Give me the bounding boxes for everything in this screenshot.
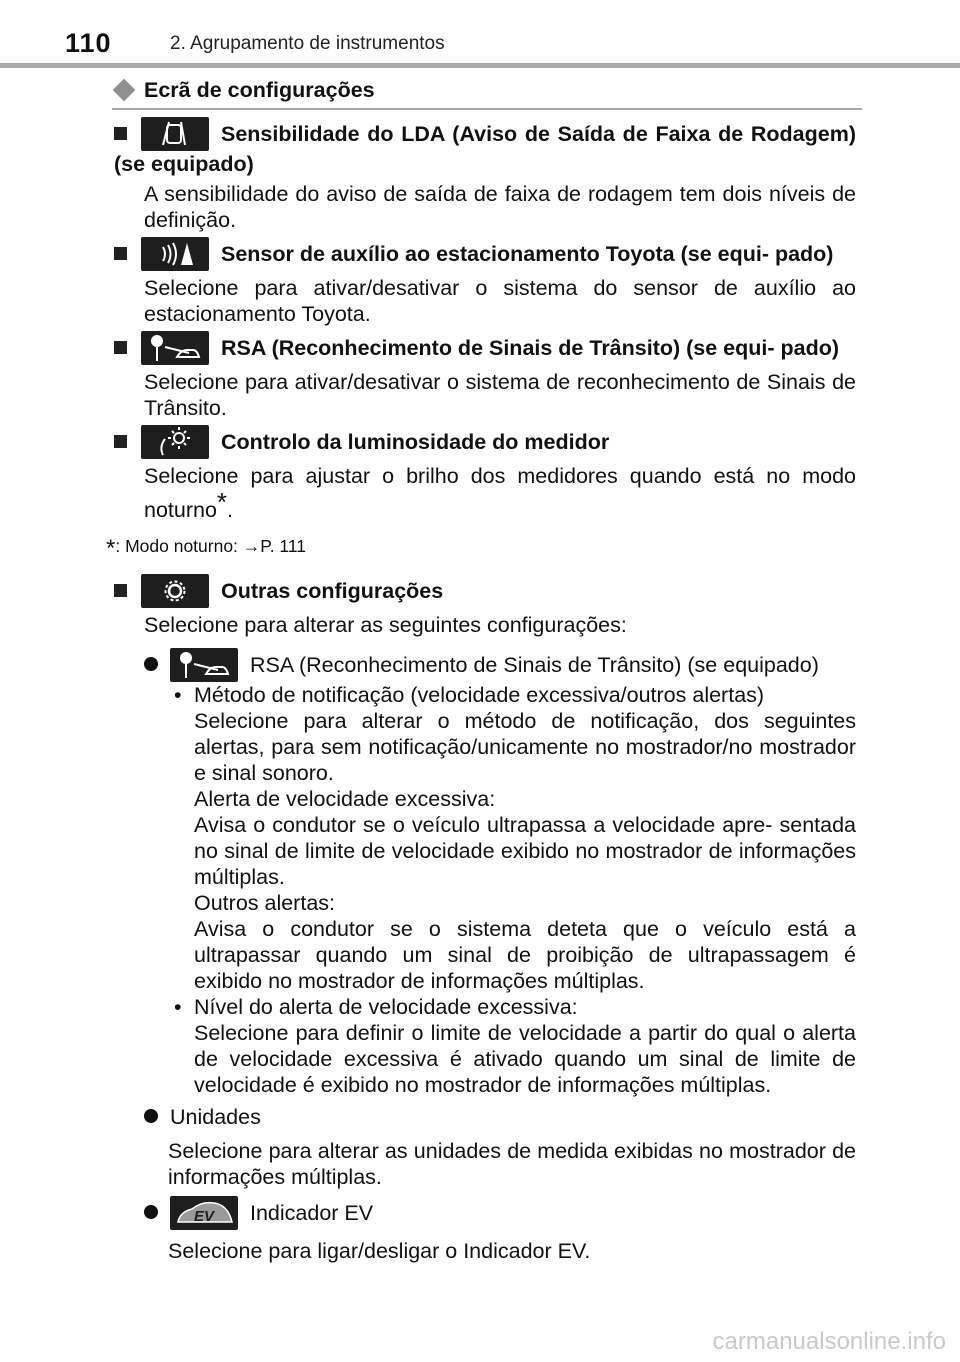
brightness-icon <box>141 425 209 459</box>
road-sign-assist-icon <box>170 648 238 682</box>
square-bullet-icon <box>114 341 127 354</box>
chapter-title: 2. Agrupamento de instrumentos <box>170 33 445 54</box>
item-brightness-desc-text: Selecione para ajustar o brilho dos medidores quando está no modo noturno <box>144 464 856 522</box>
item-lda-desc: A sensibilidade do aviso de saída de faixa de rodagem tem dois níveis de definição. <box>144 182 856 232</box>
item-rsa-title: RSA (Reconhecimento de Sinais de Trânsito) (se equi- pado) <box>221 336 840 360</box>
notification-method-title: Método de notificação (velocidade excessiva/outros alertas) <box>194 683 765 707</box>
item-brightness-heading <box>114 425 856 459</box>
ev-icon-text: EV <box>194 1208 215 1225</box>
footnote-text: : Modo noturno: →P. 111 <box>115 536 307 556</box>
item-lda <box>114 117 856 233</box>
lane-departure-icon <box>141 117 209 151</box>
sub-item-units-desc: Selecione para alterar as unidades de medida exibidas no mostrador de informações múltiplas. <box>168 1139 856 1189</box>
sub-item-ev-desc: Selecione para ligar/desligar o Indicador EV. <box>168 1239 591 1263</box>
item-lda-title: Sensibilidade do LDA (Aviso de Saída de Faixa de Rodagem) (se equipado) <box>114 122 856 176</box>
speed-alert-level <box>168 994 856 1098</box>
item-parking-heading <box>114 237 856 271</box>
square-bullet-icon <box>114 247 127 260</box>
dot-bullet-icon: • <box>174 995 182 1019</box>
sub-item-ev <box>114 1196 856 1264</box>
footnote-star: * <box>106 535 116 562</box>
watermark: carmanualsonline.info <box>712 1328 946 1355</box>
item-parking-title: Sensor de auxílio ao estacionamento Toyota (se equi- pado) <box>221 242 834 266</box>
item-parking <box>114 237 856 327</box>
speed-alert-level-desc: Selecione para definir o limite de velocidade a partir do qual o alerta de velocidade excessiva é ativado quando um sinal de limite de velocidade é exibido no mostrador de informações múltiplas. <box>194 1021 856 1097</box>
notification-method-desc: Selecione para alterar o método de notificação, dos seguintes alertas, para sem notificação/unicamente no mostrador/no mostrador e sinal sonoro. <box>194 709 856 785</box>
sub-item-units-label: Unidades <box>170 1105 261 1129</box>
diamond-bullet-icon <box>113 79 136 102</box>
gear-icon <box>141 574 209 608</box>
page-number: 110 <box>65 28 112 58</box>
item-other-desc: Selecione para alterar as seguintes configurações: <box>144 613 627 637</box>
road-sign-assist-icon <box>141 331 209 365</box>
parking-sensor-icon <box>141 237 209 271</box>
item-other-settings <box>114 574 856 1264</box>
notification-method <box>168 682 856 994</box>
other-alerts-title: Outros alertas: <box>194 891 335 915</box>
sub-item-rsa-heading <box>144 648 856 682</box>
sub-item-units-heading <box>144 1104 856 1130</box>
sub-item-rsa <box>114 648 856 1098</box>
item-rsa-desc: Selecione para ativar/desativar o sistema de reconhecimento de Sinais de Trânsito. <box>144 370 856 420</box>
round-bullet-icon <box>144 1205 158 1219</box>
item-brightness-title: Controlo da luminosidade do medidor <box>221 430 610 454</box>
sub-item-ev-label: Indicador EV <box>250 1201 374 1225</box>
footnote-marker: * <box>216 487 228 517</box>
item-other-title: Outras configurações <box>221 579 444 603</box>
item-other-heading <box>114 574 856 608</box>
item-brightness <box>114 425 856 523</box>
round-bullet-icon <box>144 657 158 671</box>
sub-item-rsa-label: RSA (Reconhecimento de Sinais de Trânsito) (se equipado) <box>250 653 819 677</box>
other-alerts-desc: Avisa o condutor se o sistema deteta que o veículo está a ultrapassar quando um sinal de proibição de ultrapassagem é exibido no mostrador de informações múltiplas. <box>194 917 856 993</box>
item-brightness-desc <box>114 463 856 523</box>
sub-item-ev-heading <box>144 1196 856 1230</box>
square-bullet-icon <box>114 127 127 140</box>
item-rsa <box>114 331 856 421</box>
sub-item-units <box>114 1104 856 1190</box>
footnote <box>106 533 856 562</box>
section-title: Ecrã de configurações <box>144 78 375 102</box>
item-rsa-heading <box>114 331 856 365</box>
section-heading <box>112 78 375 103</box>
section-divider <box>112 108 862 110</box>
square-bullet-icon <box>114 435 127 448</box>
speed-alert-desc: Avisa o condutor se o veículo ultrapassa a velocidade apre- sentada no sinal de limite de velocidade exibido no mostrador de informações múltiplas. <box>194 813 856 889</box>
header-divider <box>0 63 960 68</box>
item-brightness-desc-end: . <box>227 498 234 522</box>
sub-item-rsa-details <box>144 682 856 1098</box>
speed-alert-level-title: Nível do alerta de velocidade excessiva: <box>194 995 578 1019</box>
dot-bullet-icon: • <box>174 683 182 707</box>
round-bullet-icon <box>144 1109 158 1123</box>
speed-alert-title: Alerta de velocidade excessiva: <box>194 787 496 811</box>
content-body <box>106 113 856 1264</box>
square-bullet-icon <box>114 584 127 597</box>
ev-indicator-icon <box>170 1196 238 1230</box>
item-parking-desc: Selecione para ativar/desativar o sistema do sensor de auxílio ao estacionamento Toyota. <box>144 276 856 326</box>
item-lda-heading <box>114 117 856 177</box>
